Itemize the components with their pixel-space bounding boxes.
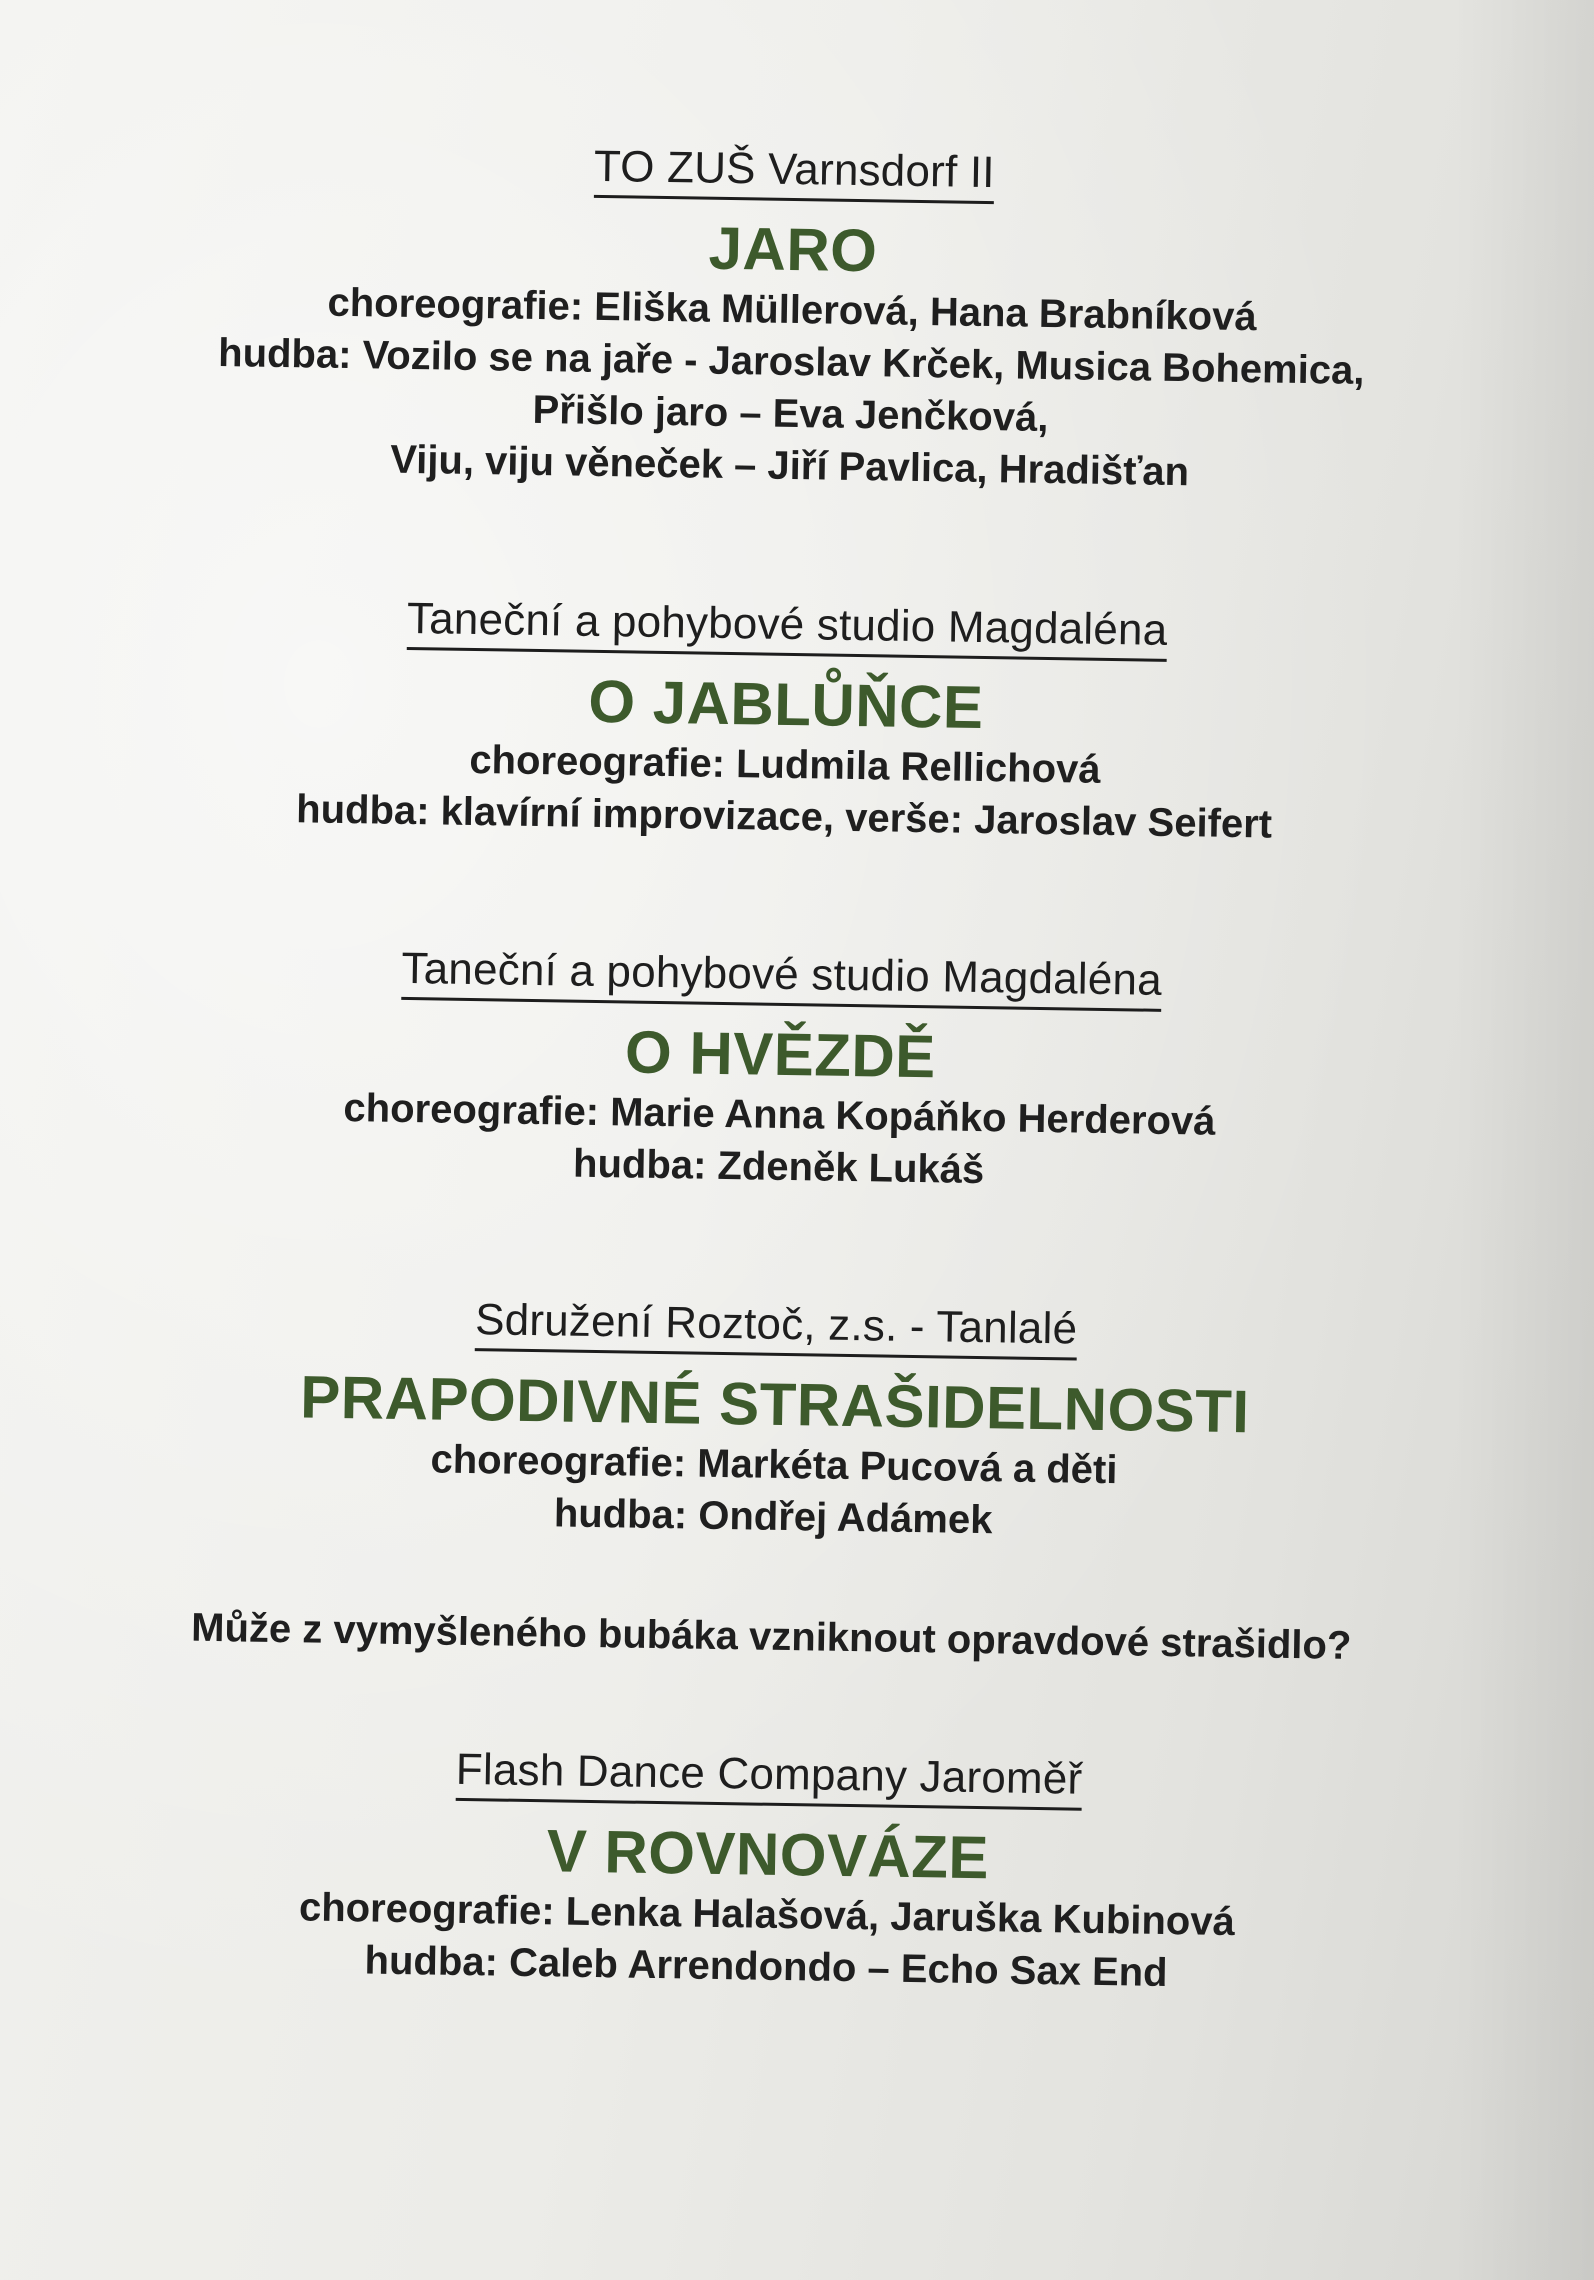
program-item-prapodivne-strasidelnosti: [0, 1287, 1573, 1555]
dance-title: PRAPODIVNÉ STRAŠIDELNOSTI: [299, 1362, 1251, 1445]
dance-title: O JABLŮŇCE: [587, 667, 984, 741]
ensemble-name: Flash Dance Company Jaroměř: [455, 1745, 1082, 1810]
dance-description: Může z vymyšleného bubáka vzniknout opravdové strašidlo?: [190, 1605, 1352, 1668]
credit-line: hudba: Zdeněk Lukáš: [572, 1141, 985, 1192]
ensemble-name: TO ZUŠ Varnsdorf II: [593, 142, 995, 204]
program-item-o-jablunce: [0, 587, 1584, 855]
credit-line: hudba: klavírní improvizace, verše: Jaroslav Seifert: [295, 786, 1273, 847]
ensemble-name: Taneční a pohybové studio Magdaléna: [401, 944, 1162, 1012]
credit-line: Přišlo jaro – Eva Jenčková,: [532, 387, 1049, 440]
credit-line: Viju, viju věneček – Jiří Pavlica, Hradišťan: [389, 437, 1190, 494]
ensemble-name: Sdružení Roztoč, z.s. - Tanlalé: [475, 1295, 1078, 1360]
dance-title: O HVĚZDĚ: [624, 1018, 937, 1090]
credit-line: hudba: Caleb Arrendondo – Echo Sax End: [364, 1938, 1168, 1995]
program-item-v-rovnovaze: [0, 1737, 1566, 2005]
dance-title: JARO: [708, 214, 878, 284]
credit-line: hudba: Ondřej Adámek: [553, 1490, 993, 1542]
credit-line: choreografie: Marie Anna Kopáňko Herderová: [343, 1085, 1216, 1144]
ensemble-name: Taneční a pohybové studio Magdaléna: [407, 594, 1168, 662]
credit-line: choreografie: Markéta Pucová a děti: [430, 1437, 1118, 1492]
credit-line: choreografie: Eliška Müllerová, Hana Brabníková: [327, 280, 1258, 339]
program-item-jaro: [0, 132, 1592, 504]
credit-line: hudba: Vozilo se na jaře - Jaroslav Krček, Musica Bohemica,: [217, 330, 1365, 393]
dance-title: V ROVNOVÁZE: [546, 1816, 990, 1891]
credit-line: choreografie: Lenka Halašová, Jaruška Kubinová: [298, 1885, 1236, 1944]
credit-line: choreografie: Ludmila Rellichová: [469, 737, 1101, 792]
program-item-o-hvezde: [0, 937, 1579, 1205]
